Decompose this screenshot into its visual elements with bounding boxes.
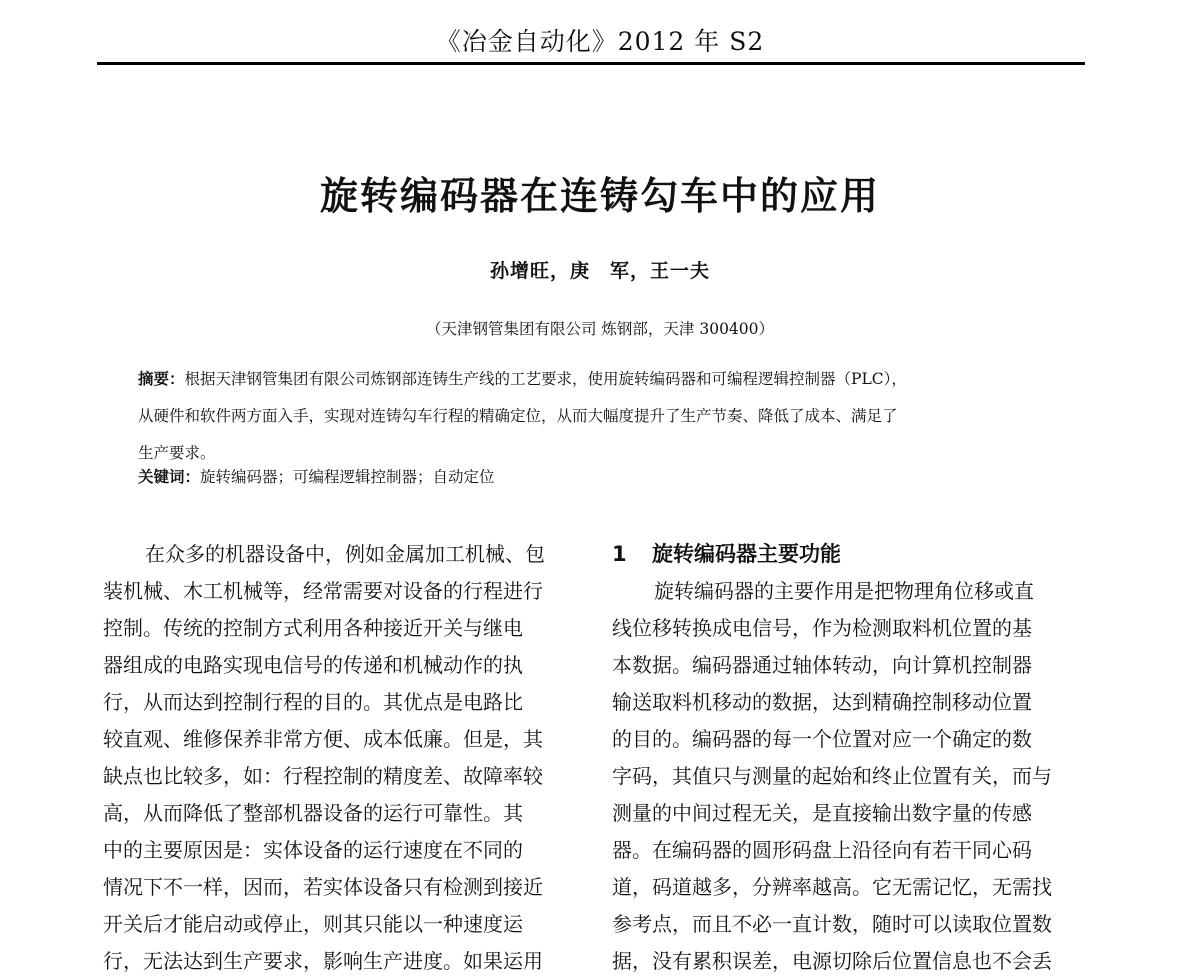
abstract-label: 摘要： (138, 370, 185, 388)
abstract-line: 从硬件和软件两方面入手，实现对连铸勾车行程的精确定位，从而大幅度提升了生产节奏、降低了成本、满足了 (138, 407, 898, 425)
keywords (138, 465, 1058, 487)
body-line: 在众多的机器设备中，例如金属加工机械、包 (145, 542, 545, 566)
body-line: 的目的。编码器的每一个位置对应一个确定的数 (612, 727, 1032, 751)
keywords-text: 旋转编码器；可编程逻辑控制器；自动定位 (200, 468, 495, 486)
paper-title: 旋转编码器在连铸勾车中的应用 (319, 174, 880, 218)
abstract-line: 根据天津钢管集团有限公司炼钢部连铸生产线的工艺要求，使用旋转编码器和可编程逻辑控制器（PLC）， (184, 370, 907, 388)
body-line: 行，从而达到控制行程的目的。其优点是电路比 (103, 690, 523, 714)
body-line: 装机械、木工机械等，经常需要对设备的行程进行 (103, 579, 543, 603)
body-line: 较直观、维修保养非常方便、成本低廉。但是，其 (103, 727, 543, 751)
body-line: 控制。传统的控制方式利用各种接近开关与继电 (103, 616, 523, 640)
authors: 孙增旺，庚 军，王一夫 (489, 260, 710, 282)
body-line: 据，没有累积误差，电源切除后位置信息也不会丢 (612, 949, 1052, 973)
running-head: 《冶金自动化》2012 年 S2 (435, 27, 765, 56)
body-line: 器组成的电路实现电信号的传递和机械动作的执 (103, 653, 523, 677)
body-line: 输送取料机移动的数据，达到精确控制移动位置 (612, 690, 1032, 714)
body-line: 缺点也比较多，如：行程控制的精度差、故障率较 (103, 764, 543, 788)
header-rule (97, 62, 1085, 65)
body-line: 线位移转换成电信号，作为检测取料机位置的基 (612, 616, 1032, 640)
body-line: 开关后才能启动或停止，则其只能以一种速度运 (103, 912, 523, 936)
abstract (138, 366, 1058, 477)
body-line: 旋转编码器的主要作用是把物理角位移或直 (654, 579, 1034, 603)
body-line: 器。在编码器的圆形码盘上沿径向有若干同心码 (612, 838, 1032, 862)
body-line: 高，从而降低了整部机器设备的运行可靠性。其 (103, 801, 523, 825)
body-line: 中的主要原因是：实体设备的运行速度在不同的 (103, 838, 523, 862)
body-line: 行，无法达到生产要求，影响生产进度。如果运用 (103, 949, 543, 973)
affiliation: （天津钢管集团有限公司 炼钢部，天津 300400） (425, 320, 775, 338)
body-line: 情况下不一样，因而，若实体设备只有检测到接近 (103, 875, 543, 899)
body-line: 本数据。编码器通过轴体转动，向计算机控制器 (612, 653, 1032, 677)
section-number: 1 (612, 542, 627, 566)
body-left-column (103, 536, 575, 980)
body-right-column (612, 536, 1084, 980)
abstract-line: 生产要求。 (138, 444, 216, 462)
body-line: 道，码道越多，分辨率越高。它无需记忆，无需找 (612, 875, 1052, 899)
body-line: 测量的中间过程无关，是直接输出数字量的传感 (612, 801, 1032, 825)
body-line: 参考点，而且不必一直计数，随时可以读取位置数 (612, 912, 1052, 936)
section-heading (612, 536, 1084, 573)
section-title: 旋转编码器主要功能 (652, 542, 841, 566)
keywords-label: 关键词： (138, 468, 201, 486)
body-line: 字码，其值只与测量的起始和终止位置有关，而与 (612, 764, 1052, 788)
